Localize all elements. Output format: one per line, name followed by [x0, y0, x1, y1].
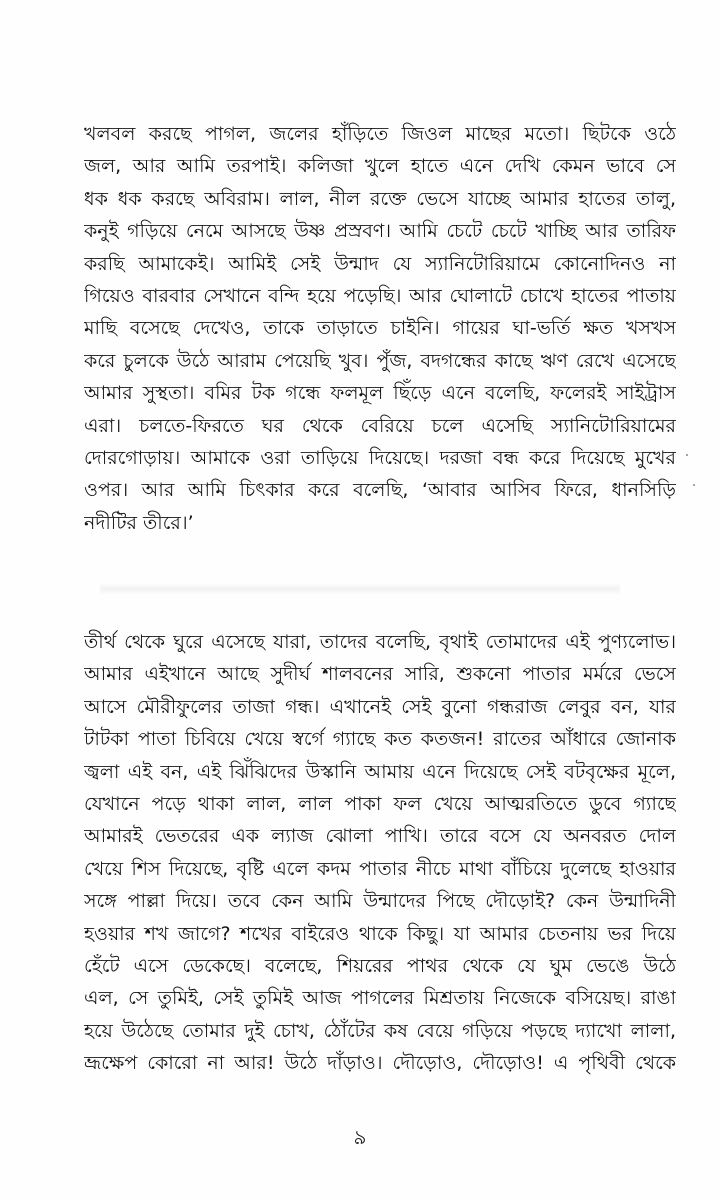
scan-speck: [686, 454, 688, 456]
text-line: জল, আর আমি তরপাই। কলিজা খুলে হাতে এনে দেখি কেমন ভাবে সে: [84, 155, 676, 178]
text-line: এল, সে তুমিই, সেই তুমিই আজ পাগলের মিশ্রতায় নিজেকে বসিয়েছ। রাঙা: [84, 987, 676, 1010]
text-line: খেয়ে শিস দিয়েছে, বৃষ্টি এলে কদম পাতার নীচে মাথা বাঁচিয়ে দুলেছে হাওয়ার: [84, 857, 676, 880]
text-line: আমার এইখানে আছে সুদীর্ঘ শালবনের সারি, শুকনো পাতার মর্মরে ভেসে: [84, 663, 676, 686]
text-line: ভ্রূক্ষেপ কোরো না আর! উঠে দাঁড়াও। দৌড়োও, দৌড়োও! এ পৃথিবী থেকে: [84, 1052, 676, 1075]
text-line: কনুই গড়িয়ে নেমে আসছে উষ্ণ প্রস্রবণ। আমি চেটে চেটে খাচ্ছি আর তারিফ: [84, 220, 676, 243]
paragraph-2: [84, 626, 676, 1079]
text-line: সঙ্গে পাল্লা দিয়ে। তবে কেন আমি উন্মাদের পিছে দৌড়োই? কেন উন্মাদিনী: [84, 890, 676, 913]
text-line: তীর্থ থেকে ঘুরে এসেছে যারা, তাদের বলেছি, বৃথাই তোমাদের এই পুণ্যলোভ।: [84, 631, 676, 653]
paragraph-1: [84, 118, 676, 539]
text-line: খলবল করছে পাগল, জলের হাঁড়িতে জিওল মাছের মতো। ছিটকে ওঠে: [84, 123, 676, 145]
text-line: আমার সুস্থতা। বমির টক গন্ধে ফলমূল ছিঁড়ে এনে বলেছি, ফলেরই সাইট্রাস: [84, 382, 676, 405]
scan-shadow-band: [100, 583, 620, 595]
scan-speck: [693, 484, 695, 486]
text-line: আমারই ভেতরের এক ল্যাজ ঝোলা পাখি। তারে বসে যে অনবরত দোল: [84, 825, 676, 848]
text-line: করে চুলকে উঠে আরাম পেয়েছি খুব। পুঁজ, বদগন্ধের কাছে ঋণ রেখে এসেছে: [84, 349, 676, 372]
text-line: যেখানে পড়ে থাকা লাল, লাল পাকা ফল খেয়ে আত্মরতিতে ডুবে গ্যাছে: [84, 792, 676, 815]
text-line: জ্বলা এই বন, এই ঝিঁঝিদের উস্কানি আমায় এনে দিয়েছে সেই বটবৃক্ষের মূলে,: [84, 760, 676, 783]
text-line: টাটকা পাতা চিবিয়ে খেয়ে স্বর্গে গ্যাছে কত কতজন! রাতের আঁধারে জোনাক: [84, 728, 676, 751]
text-line: ধক ধক করছে অবিরাম। লাল, নীল রক্তে ভেসে যাচ্ছে আমার হাতের তালু,: [84, 187, 676, 210]
text-line: নদীটির তীরে।’: [84, 511, 194, 534]
page-number: ৯: [353, 1125, 367, 1149]
text-line: হওয়ার শখ জাগে? শখের বাইরেও থাকে কিছু। যা আমার চেতনায় ভর দিয়ে: [84, 922, 676, 945]
text-line: হয়ে উঠেছে তোমার দুই চোখ, ঠোঁটের কষ বেয়ে গড়িয়ে পড়ছে দ্যাখো লালা,: [84, 1019, 676, 1042]
text-line: এরা। চলতে-ফিরতে ঘর থেকে বেরিয়ে চলে এসেছি স্যানিটোরিয়ামের: [84, 414, 676, 437]
text-line: করছি আমাকেই। আমিই সেই উন্মাদ যে স্যানিটোরিয়ামে কোনোদিনও না: [84, 252, 676, 275]
text-line: গিয়েও বারবার সেখানে বন্দি হয়ে পড়েছি। আর ঘোলাটে চোখে হাতের পাতায়: [84, 284, 676, 307]
text-line: ওপর। আর আমি চিৎকার করে বলেছি, ‘আবার আসিব ফিরে, ধানসিড়ি: [84, 479, 676, 502]
text-line: মাছি বসেছে দেখেও, তাকে তাড়াতে চাইনি। গায়ের ঘা-ভর্তি ক্ষত খসখস: [84, 317, 676, 340]
text-line: আসে মৌরীফুলের তাজা গন্ধ। এখানেই সেই বুনো গন্ধরাজ লেবুর বন, যার: [84, 695, 676, 718]
text-line: হেঁটে এসে ডেকেছে। বলেছে, শিয়রের পাথর থেকে যে ঘুম ভেঙে উঠে: [84, 954, 676, 977]
text-line: দোরগোড়ায়। আমাকে ওরা তাড়িয়ে দিয়েছে। দরজা বন্ধ করে দিয়েছে মুখের: [84, 446, 676, 469]
